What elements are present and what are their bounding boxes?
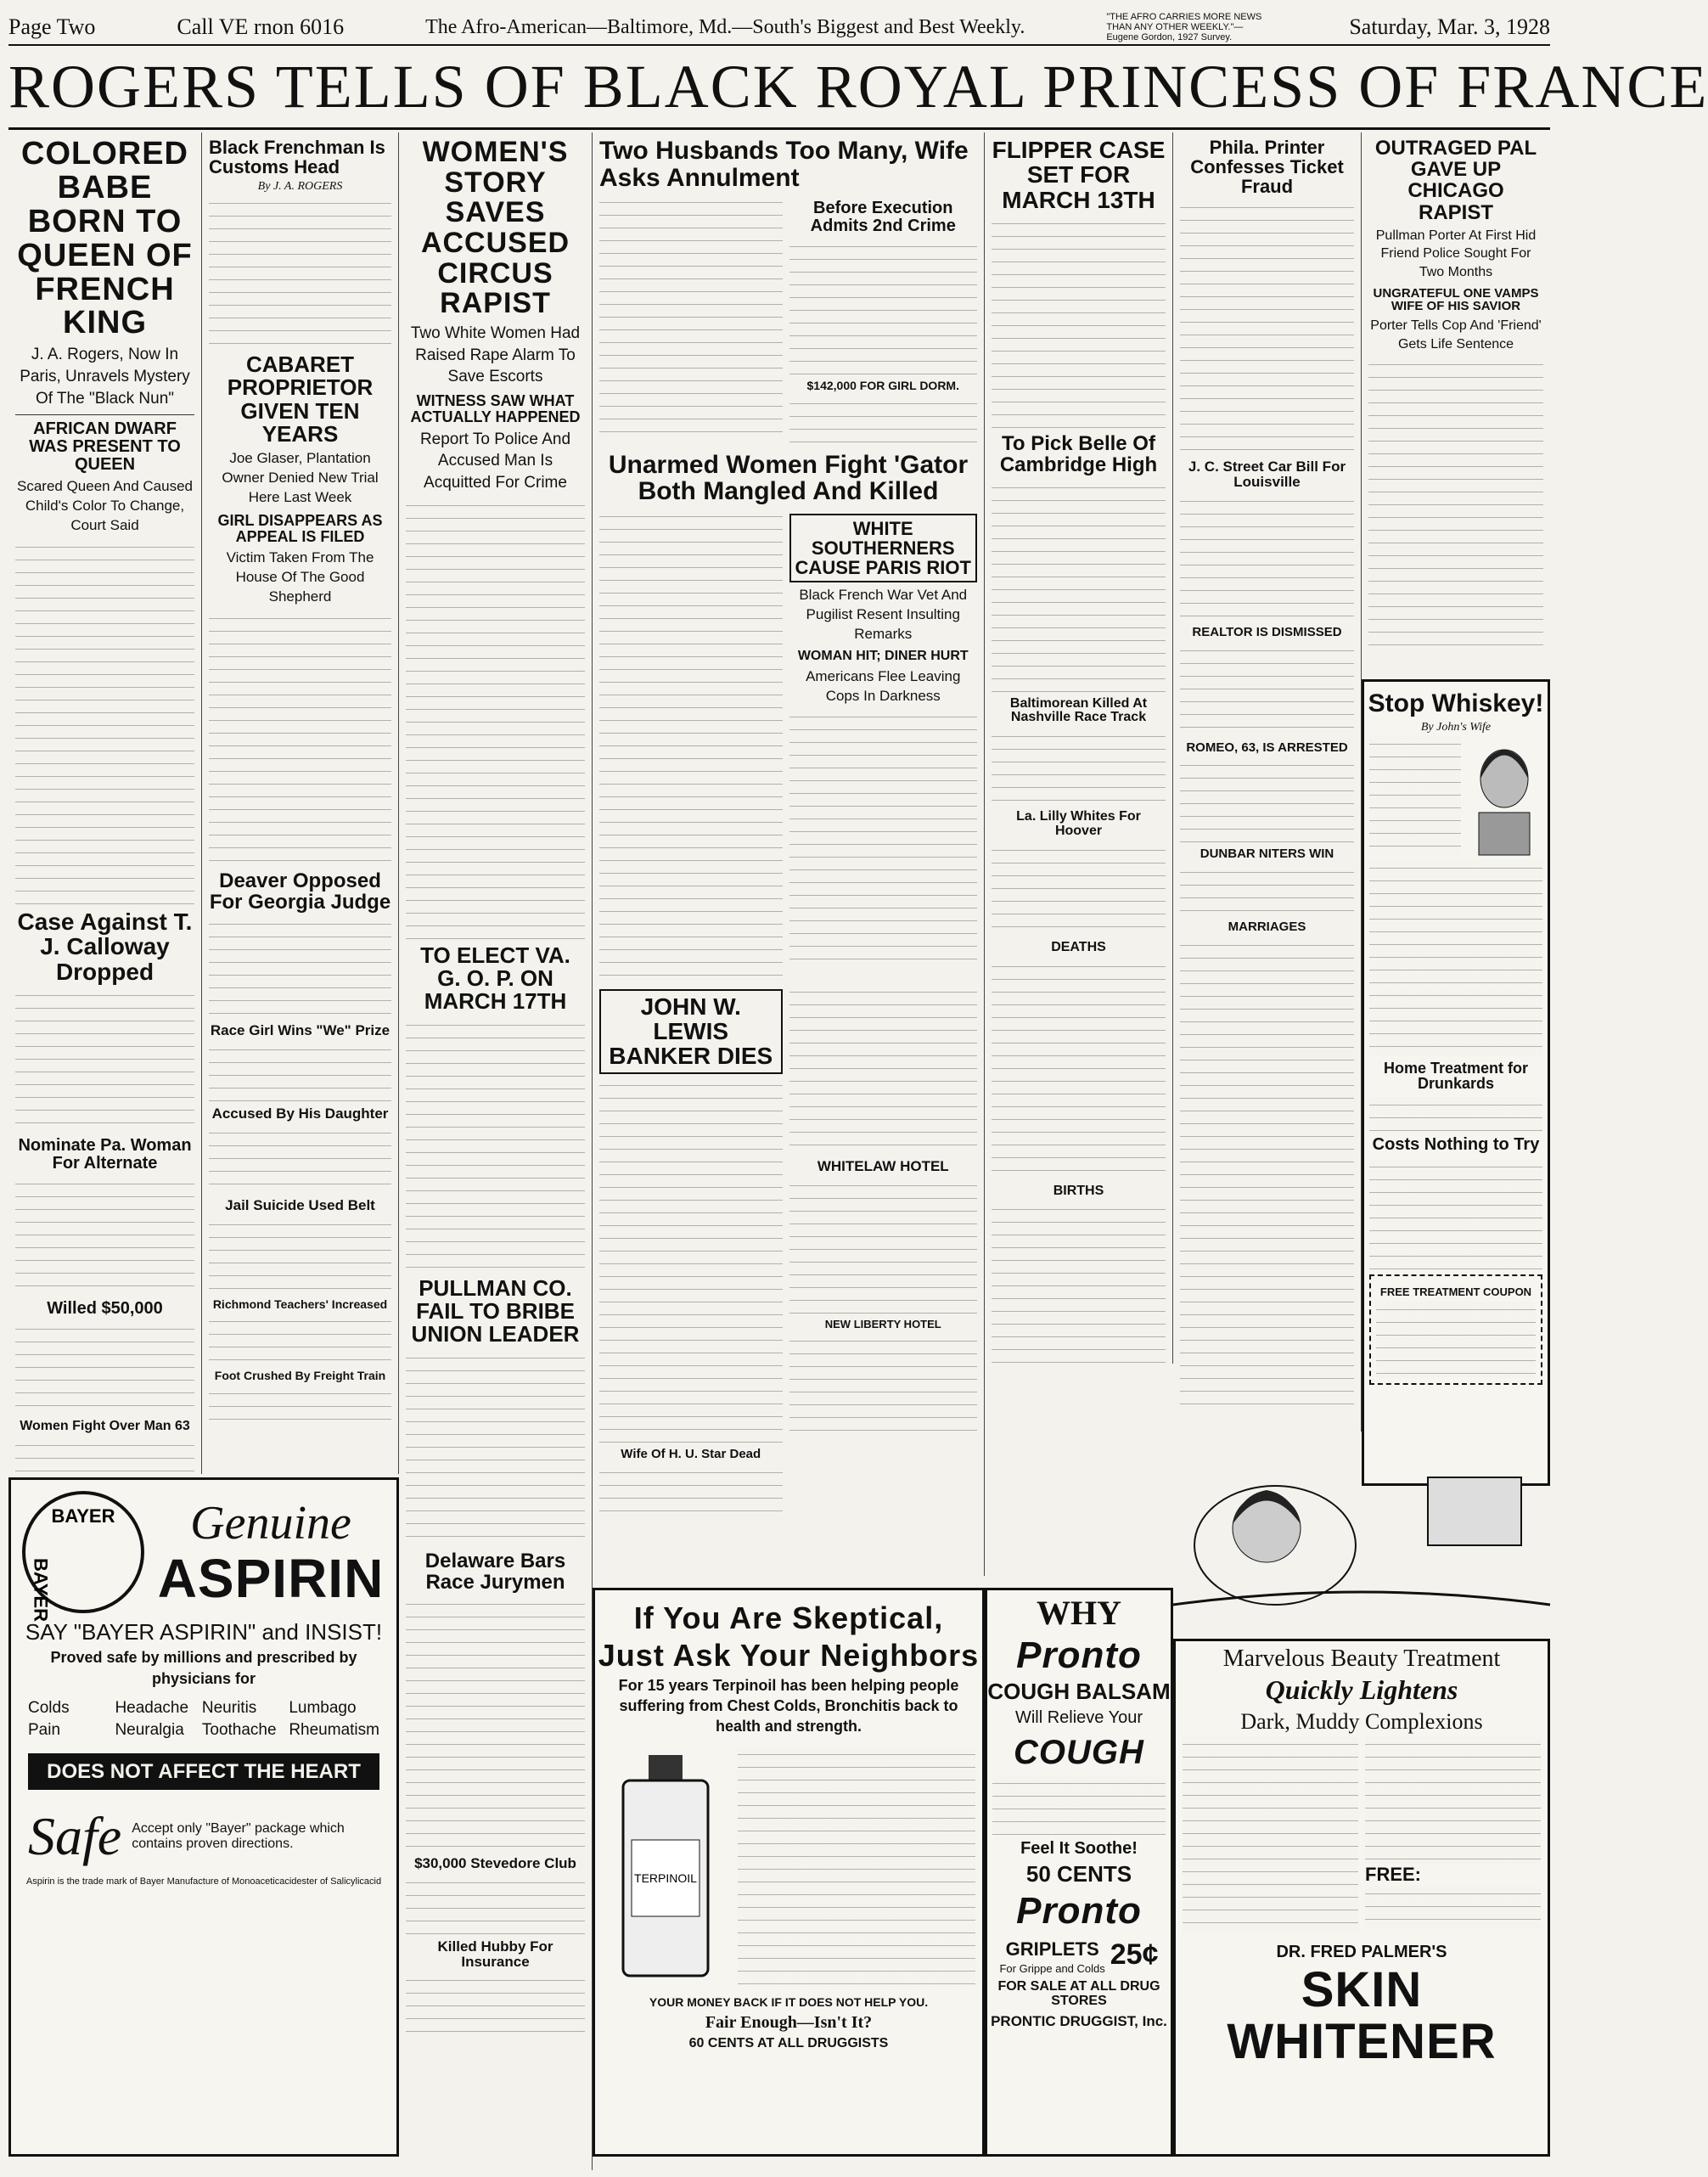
col2-story4-text: [209, 1042, 391, 1101]
skin-copy-left: [1183, 1736, 1358, 1932]
col6-story5-text: [1180, 864, 1354, 915]
col2-sub6: Jail Suicide Used Belt: [225, 1196, 375, 1213]
col3-story2-text: [406, 1017, 585, 1272]
col4-story3-text: [789, 396, 978, 447]
bayer-warning: DOES NOT AFFECT THE HEART: [28, 1753, 379, 1790]
column-1: [8, 132, 202, 1474]
col1-story3-text: [15, 1176, 194, 1295]
col5-story4-text: [992, 842, 1166, 936]
banner-headline: ROGERS TELLS OF BLACK ROYAL PRINCESS OF FRANCE: [8, 46, 1550, 130]
bayer-use-item: Lumbago: [289, 1698, 357, 1717]
col6-sub1: J. C. Street Car Bill For Louisville: [1188, 458, 1346, 491]
bayer-use-item: Headache: [115, 1698, 189, 1717]
col1-sub4: Willed $50,000: [47, 1299, 163, 1319]
col4-story4-text: [599, 509, 783, 984]
col4-sub6: JOHN W. LEWIS BANKER DIES: [599, 989, 783, 1074]
pronto-brand: Pronto: [1016, 1634, 1142, 1676]
col7-headline: OUTRAGED PAL GAVE UP CHICAGO RAPIST: [1374, 137, 1537, 224]
col5-deaths-list: [992, 959, 1166, 1179]
woman-with-mirror-icon: [1173, 1435, 1550, 1639]
skin-whitener-ad: [1173, 1639, 1550, 2157]
terpinoil-headline1: If You Are Skeptical,: [633, 1600, 944, 1635]
column-3: [399, 132, 593, 2170]
col4-story-text: [599, 194, 783, 441]
col1-deck: J. A. Rogers, Now In Paris, Unravels Mystery Of The "Black Nun": [20, 346, 190, 408]
terpinoil-bottle-icon: [602, 1747, 729, 1984]
col6-story4-text: [1180, 757, 1354, 842]
survey-blurb: "THE AFRO CARRIES MORE NEWS THAN ANY OTHER WEEKLY."—Eugene Gordon, 1927 Survey.: [1106, 12, 1262, 42]
col4-story8-text: [599, 1465, 783, 1516]
bayer-accept: Accept only "Bayer" package which contains proven directions.: [132, 1821, 345, 1852]
col4-sub5: WOMAN HIT; DINER HURT: [797, 648, 969, 663]
col6-story3-text: [1180, 643, 1354, 736]
col4-sub5-deck: Americans Flee Leaving Cops In Darkness: [806, 667, 961, 704]
col3-sub3: PULLMAN CO. FAIL TO BRIBE UNION LEADER: [411, 1274, 580, 1347]
col4-story9-text: [789, 1178, 978, 1314]
col2-sub8: Foot Crushed By Freight Train: [214, 1369, 386, 1383]
terpinoil-guarantee: YOUR MONEY BACK IF IT DOES NOT HELP YOU.: [649, 1995, 929, 2010]
col2-sub5: Accused By His Daughter: [211, 1105, 389, 1122]
col7-story-text: [1368, 357, 1543, 654]
bayer-genuine: Genuine: [190, 1497, 351, 1550]
col7-sub1-deck: Porter Tells Cop And 'Friend' Gets Life Sentence: [1370, 318, 1542, 352]
pronto-price: 50 CENTS: [1025, 1861, 1132, 1887]
col3-story5-text: [406, 1875, 585, 1934]
col5-headline: FLIPPER CASE SET FOR MARCH 13TH: [992, 137, 1166, 213]
col4-story2-text: [789, 239, 978, 374]
woman-portrait-icon: [1466, 736, 1542, 855]
pronto-ad: [985, 1588, 1173, 2157]
pronto-maker: PRONTIC DRUGGIST, Inc.: [991, 2012, 1167, 2029]
col2-byline: By J. A. ROGERS: [257, 180, 343, 194]
col4-sub4-deck: Black French War Vet And Pugilist Resent Insulting Remarks: [799, 586, 968, 642]
col4-story10-text: [789, 1333, 978, 1435]
terpinoil-copy: [738, 1747, 975, 1984]
col6-sub3: ROMEO, 63, IS ARRESTED: [1186, 740, 1348, 755]
col4-sub9: NEW LIBERTY HOTEL: [824, 1317, 941, 1330]
skin-headline: Marvelous Beauty Treatment: [1222, 1645, 1501, 1672]
col1-story2-text: [15, 987, 194, 1132]
pronto-relieve: Will Relieve Your: [1014, 1708, 1143, 1728]
col6-sub5: MARRIAGES: [1228, 920, 1306, 935]
col5-story-text: [992, 216, 1166, 428]
column-2: [202, 132, 399, 1474]
col6-story-text: [1180, 200, 1354, 454]
col3-sub5: $30,000 Stevedore Club: [414, 1854, 576, 1871]
whiskey-coupon[interactable]: [1369, 1274, 1542, 1385]
col2-story8-text: [209, 1386, 391, 1428]
pronto-for: For Grippe and Colds: [999, 1962, 1105, 1976]
col2-sub3: Deaver Opposed For Georgia Judge: [209, 869, 391, 914]
col3-sub4: Delaware Bars Race Jurymen: [424, 1549, 566, 1594]
pronto-why: WHY: [1037, 1594, 1121, 1632]
col3-story-text: [406, 498, 585, 939]
col4-sub1: Before Execution Admits 2nd Crime: [810, 199, 956, 235]
col4-story5-text: [789, 709, 978, 964]
col4-sub7: WHITELAW HOTEL: [817, 1157, 949, 1174]
bayer-safe: Safe: [28, 1806, 122, 1867]
col2-sub2-deck: Victim Taken From The House Of The Good Shepherd: [226, 548, 374, 605]
col3-headline: WOMEN'S STORY SAVES ACCUSED CIRCUS RAPIST: [420, 136, 570, 320]
col2-sub4: Race Girl Wins "We" Prize: [210, 1022, 390, 1039]
col7-sub1: UNGRATEFUL ONE VAMPS WIFE OF HIS SAVIOR: [1373, 285, 1539, 314]
col2-story3-text: [209, 916, 391, 1018]
page-label: Page Two: [8, 14, 96, 39]
whiskey-headline: Stop Whiskey!: [1368, 689, 1544, 717]
pronto-cough: COUGH: [1014, 1734, 1144, 1772]
col4-sub4: WHITE SOUTHERNERS CAUSE PARIS RIOT: [789, 514, 978, 582]
terpinoil-headline2: Just Ask Your Neighbors: [598, 1637, 980, 1673]
col6-sub2: REALTOR IS DISMISSED: [1192, 624, 1342, 639]
phone-number: Call VE rnon 6016: [177, 14, 345, 39]
stop-whiskey-ad: [1362, 679, 1550, 1486]
col1-sub2: Case Against T. J. Calloway Dropped: [17, 908, 193, 985]
col2-story2-text: [209, 610, 391, 865]
bayer-use-item: Neuritis: [201, 1698, 257, 1717]
col1-sub3: Nominate Pa. Woman For Alternate: [18, 1136, 192, 1173]
pronto-feel: Feel It Soothe!: [1020, 1839, 1138, 1859]
whiskey-byline: By John's Wife: [1420, 720, 1492, 734]
column-7: [1362, 132, 1550, 676]
paper-line: The Afro-American—Baltimore, Md.—South's Biggest and Best Weekly.: [425, 15, 1025, 38]
col6-story2-text: [1180, 493, 1354, 621]
col5-story2-text: [992, 480, 1166, 692]
col2-sub1: CABARET PROPRIETOR GIVEN TEN YEARS: [227, 352, 374, 447]
bayer-brand: ASPIRIN: [157, 1548, 385, 1610]
pronto-product: COUGH BALSAM: [987, 1679, 1171, 1705]
skin-maker: DR. FRED PALMER'S: [1276, 1943, 1447, 1962]
col2-story6-text: [209, 1217, 391, 1293]
bayer-uses-list: [11, 1692, 396, 1747]
column-6: [1173, 132, 1362, 1432]
whiskey-copy: [1369, 736, 1461, 855]
col2-story5-text: [209, 1125, 391, 1193]
col7-deck: Pullman Porter At First Hid Friend Police Sought For Two Months: [1375, 228, 1537, 279]
col3-deck: Two White Women Had Raised Rape Alarm To Save Escorts: [410, 324, 581, 386]
skin-free: FREE:: [1365, 1864, 1421, 1886]
col4-headline: Two Husbands Too Many, Wife Asks Annulment: [599, 137, 969, 192]
col3-story3-text: [406, 1350, 585, 1545]
col5-story3-text: [992, 728, 1166, 805]
bayer-footer: Aspirin is the trade mark of Bayer Manufacture of Monoaceticacidester of Salicylicacid: [25, 1876, 382, 1887]
col1-sub1-deck: Scared Queen And Caused Child's Color To Change, Court Said: [17, 478, 193, 534]
terpinoil-ad: [593, 1588, 985, 2157]
bayer-use-item: Neuralgia: [115, 1720, 184, 1739]
col6-headline: Phila. Printer Confesses Ticket Fraud: [1190, 137, 1344, 198]
terpinoil-price: 60 CENTS AT ALL DRUGGISTS: [688, 2036, 889, 2051]
bayer-aspirin-ad: [8, 1477, 399, 2157]
bayer-seal-side: BAYER: [30, 1558, 52, 1622]
column-5: [985, 132, 1173, 1364]
pronto-sale: FOR SALE AT ALL DRUG STORES: [997, 1979, 1160, 2008]
col3-story6-text: [406, 1972, 585, 2040]
whiskey-poem: [1369, 860, 1542, 1055]
col1-sub5: Women Fight Over Man 63: [20, 1419, 190, 1434]
col1-sub1: AFRICAN DWARF WAS PRESENT TO QUEEN: [29, 419, 181, 475]
bayer-seal-top: BAYER: [51, 1505, 115, 1527]
col4-sub8: Wife Of H. U. Star Dead: [621, 1446, 761, 1461]
col5-sub2: Baltimorean Killed At Nashville Race Track: [1009, 695, 1148, 725]
col2-headline: Black Frenchman Is Customs Head: [209, 137, 385, 178]
col3-sub2: TO ELECT VA. G. O. P. ON MARCH 17TH: [420, 942, 570, 1015]
issue-date: Saturday, Mar. 3, 1928: [1349, 14, 1550, 39]
whiskey-costs: Costs Nothing to Try: [1372, 1135, 1540, 1155]
col5-births-list: [992, 1201, 1166, 1371]
pronto-price2: 25¢: [1110, 1938, 1159, 1972]
col5-sub3: La. Lilly Whites For Hoover: [1016, 809, 1141, 838]
terpinoil-sub: For 15 years Terpinoil has been helping people suffering from Chest Colds, Bronchitis back to health and strength.: [618, 1676, 959, 1735]
bayer-cross-seal-icon: [20, 1488, 147, 1622]
col2-sub1-deck: Joe Glaser, Plantation Owner Denied New Trial Here Last Week: [222, 450, 379, 506]
col2-story7-text: [209, 1314, 391, 1364]
page-folio: [8, 10, 1550, 46]
col4-story7-text: [789, 984, 978, 1154]
col2-sub2: GIRL DISAPPEARS AS APPEAL IS FILED: [217, 512, 383, 546]
col3-sub1: WITNESS SAW WHAT ACTUALLY HAPPENED: [410, 392, 581, 425]
skin-sub1: Quickly Lightens: [1265, 1674, 1458, 1706]
col6-sub4: DUNBAR NITERS WIN: [1200, 847, 1334, 862]
bayer-use-item: Rheumatism: [289, 1720, 379, 1739]
col4-story6-text: [599, 1077, 783, 1443]
pronto-brand2: Pronto: [1016, 1889, 1142, 1932]
skin-brand1: SKIN: [1301, 1962, 1423, 2018]
whiskey-treatment: Home Treatment for Drunkards: [1383, 1059, 1529, 1093]
terpinoil-fair: Fair Enough—Isn't It?: [705, 2013, 873, 2033]
col3-sub1-deck: Report To Police And Accused Man Is Acquitted For Crime: [419, 430, 571, 492]
beauty-illustration: [1173, 1435, 1550, 1639]
bottle-label: TERPINOIL: [634, 1871, 697, 1886]
col2-story-text: [209, 195, 391, 348]
bayer-use-item: Toothache: [201, 1720, 277, 1739]
skin-copy-right: [1365, 1736, 1541, 1864]
bayer-proved: Proved safe by millions and prescribed by physicians for: [50, 1649, 357, 1687]
bayer-use-item: Pain: [28, 1720, 61, 1739]
col4-sub2: $142,000 FOR GIRL DORM.: [806, 379, 959, 392]
col4-sub3: Unarmed Women Fight 'Gator Both Mangled And Killed: [608, 450, 969, 506]
col1-story4-text: [15, 1321, 194, 1415]
col5-sub4: DEATHS: [1051, 939, 1106, 954]
coupon-title: FREE TREATMENT COUPON: [1379, 1285, 1532, 1299]
col2-sub7: Richmond Teachers' Increased: [212, 1297, 388, 1311]
column-4: [593, 132, 985, 1576]
col3-story4-text: [406, 1596, 585, 1851]
col1-story-text: [15, 539, 194, 904]
pronto-griplets: GRIPLETS: [1005, 1938, 1099, 1960]
col6-marriages-list: [1180, 937, 1354, 1413]
bayer-use-item: Colds: [28, 1698, 70, 1717]
skin-brand2: WHITENER: [1227, 2014, 1497, 2070]
col5-sub5: BIRTHS: [1053, 1183, 1104, 1198]
skin-sub2: Dark, Muddy Complexions: [1240, 1708, 1483, 1734]
col1-headline: COLORED BABE BORN TO QUEEN OF FRENCH KING: [17, 136, 193, 341]
col5-sub1: To Pick Belle Of Cambridge High: [999, 432, 1158, 477]
col3-sub6: Killed Hubby For Insurance: [437, 1938, 553, 1970]
bayer-say: SAY "BAYER ASPIRIN" and INSIST!: [25, 1619, 383, 1645]
